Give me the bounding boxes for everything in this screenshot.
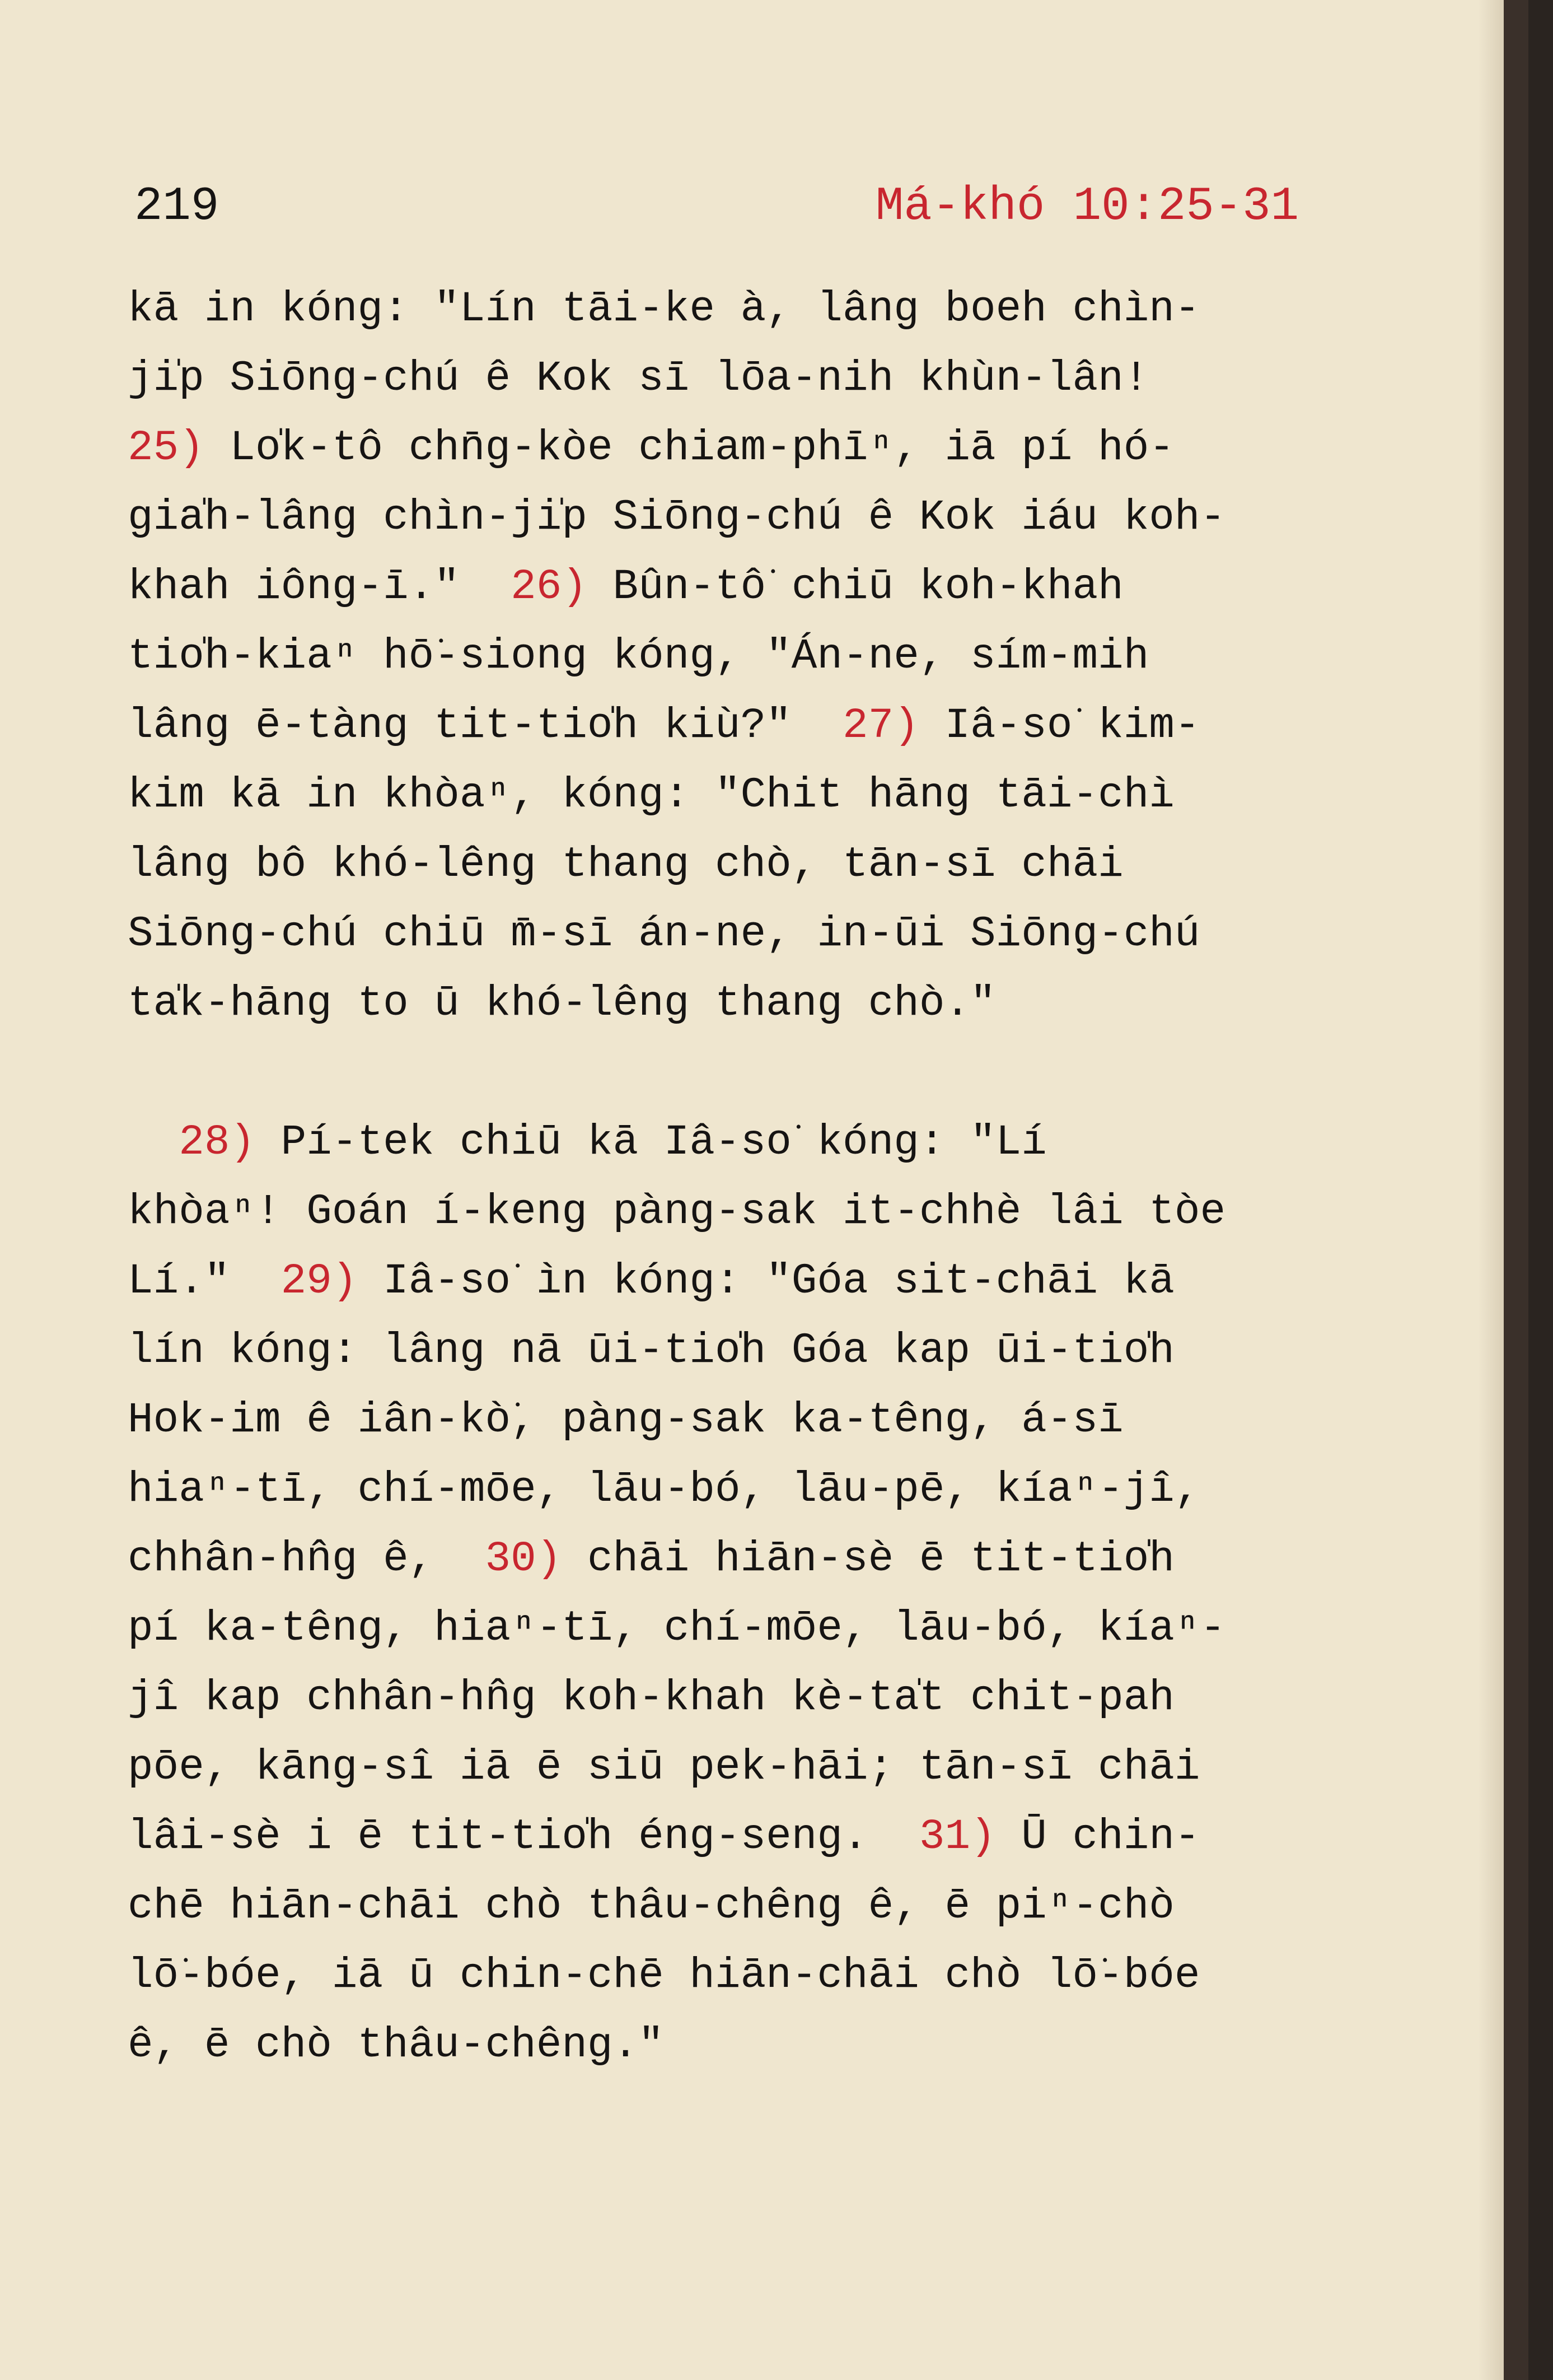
text-line: pōe, kāng-sî iā ē siū pek-hāi; tān-sī chāi <box>128 1743 1200 1791</box>
verse-number: 31) <box>919 1813 996 1861</box>
running-head: Má-khó 10:25-31 <box>875 180 1299 234</box>
text-line: khah iông-ī." 26) Bûn-tô͘ chiū koh-khah <box>128 563 1124 611</box>
text-line: tio̍h-kiaⁿ hō͘-siong kóng, "Án-ne, sím-mih <box>128 632 1149 680</box>
text-line: hiaⁿ-tī, chí-mōe, lāu-bó, lāu-pē, kíaⁿ-jî, <box>128 1466 1200 1514</box>
text-line: ta̍k-hāng to ū khó-lêng thang chò." <box>128 979 996 1028</box>
text-line: chē hiān-chāi chò thâu-chêng ê, ē piⁿ-chò <box>128 1882 1175 1930</box>
page-number: 219 <box>134 180 219 234</box>
text-line: 25) Lo̍k-tô chn̄g-kòe chiam-phīⁿ, iā pí hó- <box>128 424 1175 472</box>
scripture-text <box>128 274 1398 2080</box>
text-line: jî kap chhân-hn̂g koh-khah kè-ta̍t chit-pah <box>128 1674 1175 1722</box>
text-line: ji̍p Siōng-chú ê Kok sī lōa-nih khùn-lân! <box>128 354 1149 403</box>
verse-number: 28) <box>179 1118 256 1166</box>
text-line: lín kóng: lâng nā ūi-tio̍h Góa kap ūi-tio̍h <box>128 1327 1175 1375</box>
text-line: lâng bô khó-lêng thang chò, tān-sī chāi <box>128 841 1124 889</box>
text-line: gia̍h-lâng chìn-ji̍p Siōng-chú ê Kok iáu koh- <box>128 493 1226 542</box>
verse-number: 26) <box>511 563 587 611</box>
verse-number: 30) <box>485 1535 562 1583</box>
text-line: lâi-sè i ē tit-tio̍h éng-seng. 31) Ū chin- <box>128 1813 1200 1861</box>
text-line: lō͘-bóe, iā ū chin-chē hiān-chāi chò lō͘-bóe <box>128 1952 1200 2000</box>
verse-number: 25) <box>128 424 204 472</box>
text-line: Lí." 29) Iâ-so͘ ìn kóng: "Góa sit-chāi kā <box>128 1257 1175 1305</box>
text-line: Hok-im ê iân-kò͘, pàng-sak ka-têng, á-sī <box>128 1396 1124 1444</box>
text-line: kā in kóng: "Lín tāi-ke à, lâng boeh chìn- <box>128 285 1200 333</box>
book-spine <box>1504 0 1528 2380</box>
page-header <box>134 171 1299 244</box>
text-line: lâng ē-tàng tit-tio̍h kiù?" 27) Iâ-so͘ kim- <box>128 702 1200 750</box>
verse-number: 29) <box>280 1257 358 1305</box>
text-line: khòaⁿ! Goán í-keng pàng-sak it-chhè lâi tòe <box>128 1188 1226 1236</box>
text-line: Siōng-chú chiū m̄-sī án-ne, in-ūi Siōng-chú <box>128 910 1200 958</box>
text-line: ê, ē chò thâu-chêng." <box>128 2021 664 2069</box>
paragraph-gap <box>128 1038 1398 1108</box>
text-line: kim kā in khòaⁿ, kóng: "Chit hāng tāi-chì <box>128 771 1175 819</box>
text-line: chhân-hn̂g ê, 30) chāi hiān-sè ē tit-tio̍h <box>128 1535 1175 1583</box>
text-line: 28) Pí-tek chiū kā Iâ-so͘ kóng: "Lí <box>179 1118 1047 1166</box>
verse-number: 27) <box>843 702 919 750</box>
text-line: pí ka-têng, hiaⁿ-tī, chí-mōe, lāu-bó, kíaⁿ- <box>128 1604 1226 1653</box>
